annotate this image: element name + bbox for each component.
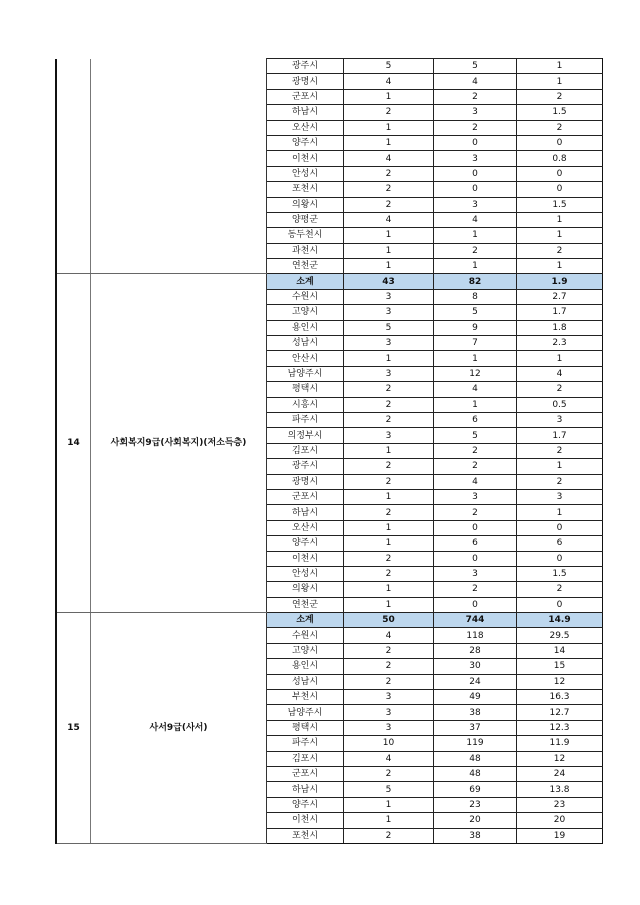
- applicants-cell: 4: [434, 212, 517, 227]
- positions-cell: 1: [344, 797, 434, 812]
- applicants-cell: 0: [434, 520, 517, 535]
- ratio-cell: 2.3: [517, 336, 603, 351]
- ratio-cell: 1.8: [517, 320, 603, 335]
- region-cell: 양평군: [267, 212, 344, 227]
- ratio-cell: 1: [517, 459, 603, 474]
- positions-cell: 2: [344, 459, 434, 474]
- applicants-cell: 3: [434, 197, 517, 212]
- ratio-cell: 1: [517, 351, 603, 366]
- applicants-cell: 1: [434, 228, 517, 243]
- region-cell: 양주시: [267, 135, 344, 150]
- applicants-cell: 4: [434, 382, 517, 397]
- region-cell: 성남시: [267, 674, 344, 689]
- applicants-cell: 5: [434, 428, 517, 443]
- table-row: [56, 59, 603, 74]
- positions-cell: 3: [344, 336, 434, 351]
- group-number: 15: [56, 613, 91, 844]
- ratio-cell: 1.5: [517, 566, 603, 581]
- ratio-cell: 1: [517, 228, 603, 243]
- positions-cell: 2: [344, 412, 434, 427]
- ratio-cell: 0.5: [517, 397, 603, 412]
- applicants-cell: 3: [434, 566, 517, 581]
- ratio-cell: 2: [517, 243, 603, 258]
- applicants-cell: 0: [434, 135, 517, 150]
- ratio-cell: 1.9: [517, 274, 603, 289]
- job-title: 사회복지9급(사회복지)(저소득층): [91, 274, 267, 613]
- positions-cell: 1: [344, 443, 434, 458]
- applicants-cell: 0: [434, 182, 517, 197]
- applicants-cell: 6: [434, 536, 517, 551]
- applicants-cell: 2: [434, 443, 517, 458]
- region-cell: 파주시: [267, 412, 344, 427]
- subtotal-row: [56, 274, 603, 289]
- ratio-cell: 12.3: [517, 720, 603, 735]
- ratio-cell: 1: [517, 74, 603, 89]
- job-title: [91, 59, 267, 274]
- region-cell: 하남시: [267, 505, 344, 520]
- positions-cell: 1: [344, 582, 434, 597]
- applicants-cell: 744: [434, 613, 517, 628]
- positions-cell: 1: [344, 243, 434, 258]
- positions-cell: 2: [344, 382, 434, 397]
- positions-cell: 2: [344, 105, 434, 120]
- applicants-cell: 9: [434, 320, 517, 335]
- applicants-cell: 48: [434, 751, 517, 766]
- applicants-cell: 82: [434, 274, 517, 289]
- subtotal-label: 소계: [267, 613, 344, 628]
- region-cell: 광명시: [267, 474, 344, 489]
- ratio-cell: 2.7: [517, 289, 603, 304]
- region-cell: 시흥시: [267, 397, 344, 412]
- positions-cell: 50: [344, 613, 434, 628]
- ratio-cell: 1.7: [517, 428, 603, 443]
- applicants-cell: 2: [434, 582, 517, 597]
- region-cell: 용인시: [267, 659, 344, 674]
- ratio-cell: 4: [517, 366, 603, 381]
- region-cell: 광명시: [267, 74, 344, 89]
- ratio-cell: 2: [517, 474, 603, 489]
- region-cell: 성남시: [267, 336, 344, 351]
- region-cell: 포천시: [267, 828, 344, 843]
- applicants-cell: 1: [434, 259, 517, 274]
- region-cell: 이천시: [267, 151, 344, 166]
- ratio-cell: 20: [517, 813, 603, 828]
- applicants-cell: 69: [434, 782, 517, 797]
- applicants-cell: 5: [434, 59, 517, 74]
- ratio-cell: 14.9: [517, 613, 603, 628]
- ratio-cell: 1: [517, 259, 603, 274]
- region-cell: 연천군: [267, 597, 344, 612]
- applicants-cell: 2: [434, 89, 517, 104]
- region-cell: 남양주시: [267, 705, 344, 720]
- positions-cell: 1: [344, 536, 434, 551]
- applicants-cell: 37: [434, 720, 517, 735]
- positions-cell: 2: [344, 474, 434, 489]
- applicants-cell: 5: [434, 305, 517, 320]
- applicants-cell: 2: [434, 243, 517, 258]
- applicants-cell: 28: [434, 643, 517, 658]
- region-cell: 수원시: [267, 289, 344, 304]
- positions-cell: 3: [344, 428, 434, 443]
- ratio-cell: 0: [517, 182, 603, 197]
- ratio-cell: 2: [517, 120, 603, 135]
- positions-cell: 5: [344, 59, 434, 74]
- region-cell: 고양시: [267, 643, 344, 658]
- ratio-cell: 23: [517, 797, 603, 812]
- ratio-cell: 2: [517, 443, 603, 458]
- ratio-cell: 2: [517, 582, 603, 597]
- applicants-cell: 1: [434, 397, 517, 412]
- positions-cell: 3: [344, 705, 434, 720]
- positions-cell: 2: [344, 166, 434, 181]
- positions-cell: 5: [344, 782, 434, 797]
- ratio-cell: 0: [517, 135, 603, 150]
- positions-cell: 2: [344, 566, 434, 581]
- ratio-cell: 1: [517, 212, 603, 227]
- ratio-cell: 1: [517, 505, 603, 520]
- applicants-cell: 20: [434, 813, 517, 828]
- ratio-cell: 1: [517, 59, 603, 74]
- region-cell: 오산시: [267, 120, 344, 135]
- applicants-cell: 118: [434, 628, 517, 643]
- region-cell: 이천시: [267, 813, 344, 828]
- group-number: 14: [56, 274, 91, 613]
- applicants-cell: 119: [434, 736, 517, 751]
- region-cell: 의왕시: [267, 582, 344, 597]
- positions-cell: 3: [344, 366, 434, 381]
- applicants-cell: 3: [434, 151, 517, 166]
- region-cell: 평택시: [267, 382, 344, 397]
- ratio-cell: 16.3: [517, 690, 603, 705]
- positions-cell: 1: [344, 351, 434, 366]
- region-cell: 이천시: [267, 551, 344, 566]
- positions-cell: 43: [344, 274, 434, 289]
- applicants-cell: 2: [434, 505, 517, 520]
- region-cell: 광주시: [267, 459, 344, 474]
- ratio-cell: 1.5: [517, 105, 603, 120]
- ratio-cell: 29.5: [517, 628, 603, 643]
- applicants-cell: 8: [434, 289, 517, 304]
- positions-cell: 2: [344, 766, 434, 781]
- ratio-cell: 14: [517, 643, 603, 658]
- positions-cell: 3: [344, 289, 434, 304]
- positions-cell: 1: [344, 597, 434, 612]
- ratio-cell: 3: [517, 489, 603, 504]
- region-cell: 양주시: [267, 797, 344, 812]
- region-cell: 의왕시: [267, 197, 344, 212]
- applicants-cell: 38: [434, 828, 517, 843]
- region-cell: 포천시: [267, 182, 344, 197]
- ratio-cell: 0: [517, 597, 603, 612]
- region-cell: 군포시: [267, 489, 344, 504]
- positions-cell: 2: [344, 397, 434, 412]
- ratio-cell: 0: [517, 520, 603, 535]
- applicants-cell: 30: [434, 659, 517, 674]
- region-cell: 평택시: [267, 720, 344, 735]
- job-title: 사서9급(사서): [91, 613, 267, 844]
- region-cell: 양주시: [267, 536, 344, 551]
- applicants-cell: 0: [434, 166, 517, 181]
- applicants-cell: 4: [434, 74, 517, 89]
- positions-cell: 1: [344, 489, 434, 504]
- positions-cell: 5: [344, 320, 434, 335]
- ratio-cell: 1.7: [517, 305, 603, 320]
- ratio-cell: 0: [517, 551, 603, 566]
- ratio-cell: 0: [517, 166, 603, 181]
- region-cell: 고양시: [267, 305, 344, 320]
- region-cell: 안성시: [267, 566, 344, 581]
- region-cell: 연천군: [267, 259, 344, 274]
- positions-cell: 2: [344, 828, 434, 843]
- region-cell: 하남시: [267, 105, 344, 120]
- positions-cell: 2: [344, 197, 434, 212]
- ratio-cell: 1.5: [517, 197, 603, 212]
- ratio-cell: 0.8: [517, 151, 603, 166]
- applicants-cell: 3: [434, 489, 517, 504]
- positions-cell: 4: [344, 628, 434, 643]
- region-cell: 김포시: [267, 751, 344, 766]
- applicants-cell: 49: [434, 690, 517, 705]
- positions-cell: 4: [344, 74, 434, 89]
- positions-cell: 10: [344, 736, 434, 751]
- region-cell: 광주시: [267, 59, 344, 74]
- ratio-cell: 13.8: [517, 782, 603, 797]
- subtotal-label: 소계: [267, 274, 344, 289]
- positions-cell: 1: [344, 520, 434, 535]
- positions-cell: 1: [344, 228, 434, 243]
- positions-cell: 2: [344, 643, 434, 658]
- region-cell: 군포시: [267, 89, 344, 104]
- region-cell: 오산시: [267, 520, 344, 535]
- group-number: [56, 59, 91, 274]
- positions-cell: 2: [344, 674, 434, 689]
- ratio-cell: 19: [517, 828, 603, 843]
- ratio-cell: 15: [517, 659, 603, 674]
- applicants-cell: 0: [434, 597, 517, 612]
- region-cell: 의정부시: [267, 428, 344, 443]
- region-cell: 하남시: [267, 782, 344, 797]
- region-cell: 부천시: [267, 690, 344, 705]
- region-cell: 동두천시: [267, 228, 344, 243]
- applicants-cell: 2: [434, 120, 517, 135]
- applicants-cell: 24: [434, 674, 517, 689]
- region-cell: 용인시: [267, 320, 344, 335]
- region-cell: 김포시: [267, 443, 344, 458]
- applicants-cell: 0: [434, 551, 517, 566]
- positions-cell: 3: [344, 720, 434, 735]
- subtotal-row: [56, 613, 603, 628]
- applicants-cell: 23: [434, 797, 517, 812]
- applicants-cell: 3: [434, 105, 517, 120]
- positions-cell: 2: [344, 659, 434, 674]
- positions-cell: 1: [344, 120, 434, 135]
- positions-cell: 4: [344, 212, 434, 227]
- positions-cell: 2: [344, 505, 434, 520]
- region-cell: 안산시: [267, 351, 344, 366]
- applicants-cell: 1: [434, 351, 517, 366]
- positions-cell: 4: [344, 751, 434, 766]
- positions-cell: 3: [344, 305, 434, 320]
- region-cell: 과천시: [267, 243, 344, 258]
- applicants-cell: 7: [434, 336, 517, 351]
- ratio-cell: 12.7: [517, 705, 603, 720]
- positions-cell: 2: [344, 551, 434, 566]
- applicants-cell: 4: [434, 474, 517, 489]
- positions-cell: 1: [344, 813, 434, 828]
- ratio-cell: 3: [517, 412, 603, 427]
- region-cell: 수원시: [267, 628, 344, 643]
- region-cell: 남양주시: [267, 366, 344, 381]
- positions-cell: 1: [344, 89, 434, 104]
- region-cell: 파주시: [267, 736, 344, 751]
- ratio-cell: 12: [517, 674, 603, 689]
- ratio-cell: 2: [517, 382, 603, 397]
- ratio-cell: 12: [517, 751, 603, 766]
- positions-cell: 4: [344, 151, 434, 166]
- applicants-cell: 12: [434, 366, 517, 381]
- applicants-cell: 38: [434, 705, 517, 720]
- ratio-cell: 11.9: [517, 736, 603, 751]
- applicants-cell: 48: [434, 766, 517, 781]
- ratio-cell: 24: [517, 766, 603, 781]
- positions-cell: 1: [344, 135, 434, 150]
- positions-cell: 2: [344, 182, 434, 197]
- positions-cell: 3: [344, 690, 434, 705]
- positions-cell: 1: [344, 259, 434, 274]
- ratio-cell: 6: [517, 536, 603, 551]
- region-cell: 군포시: [267, 766, 344, 781]
- applicants-cell: 6: [434, 412, 517, 427]
- competition-rate-table: [55, 58, 603, 844]
- ratio-cell: 2: [517, 89, 603, 104]
- applicants-cell: 2: [434, 459, 517, 474]
- region-cell: 안성시: [267, 166, 344, 181]
